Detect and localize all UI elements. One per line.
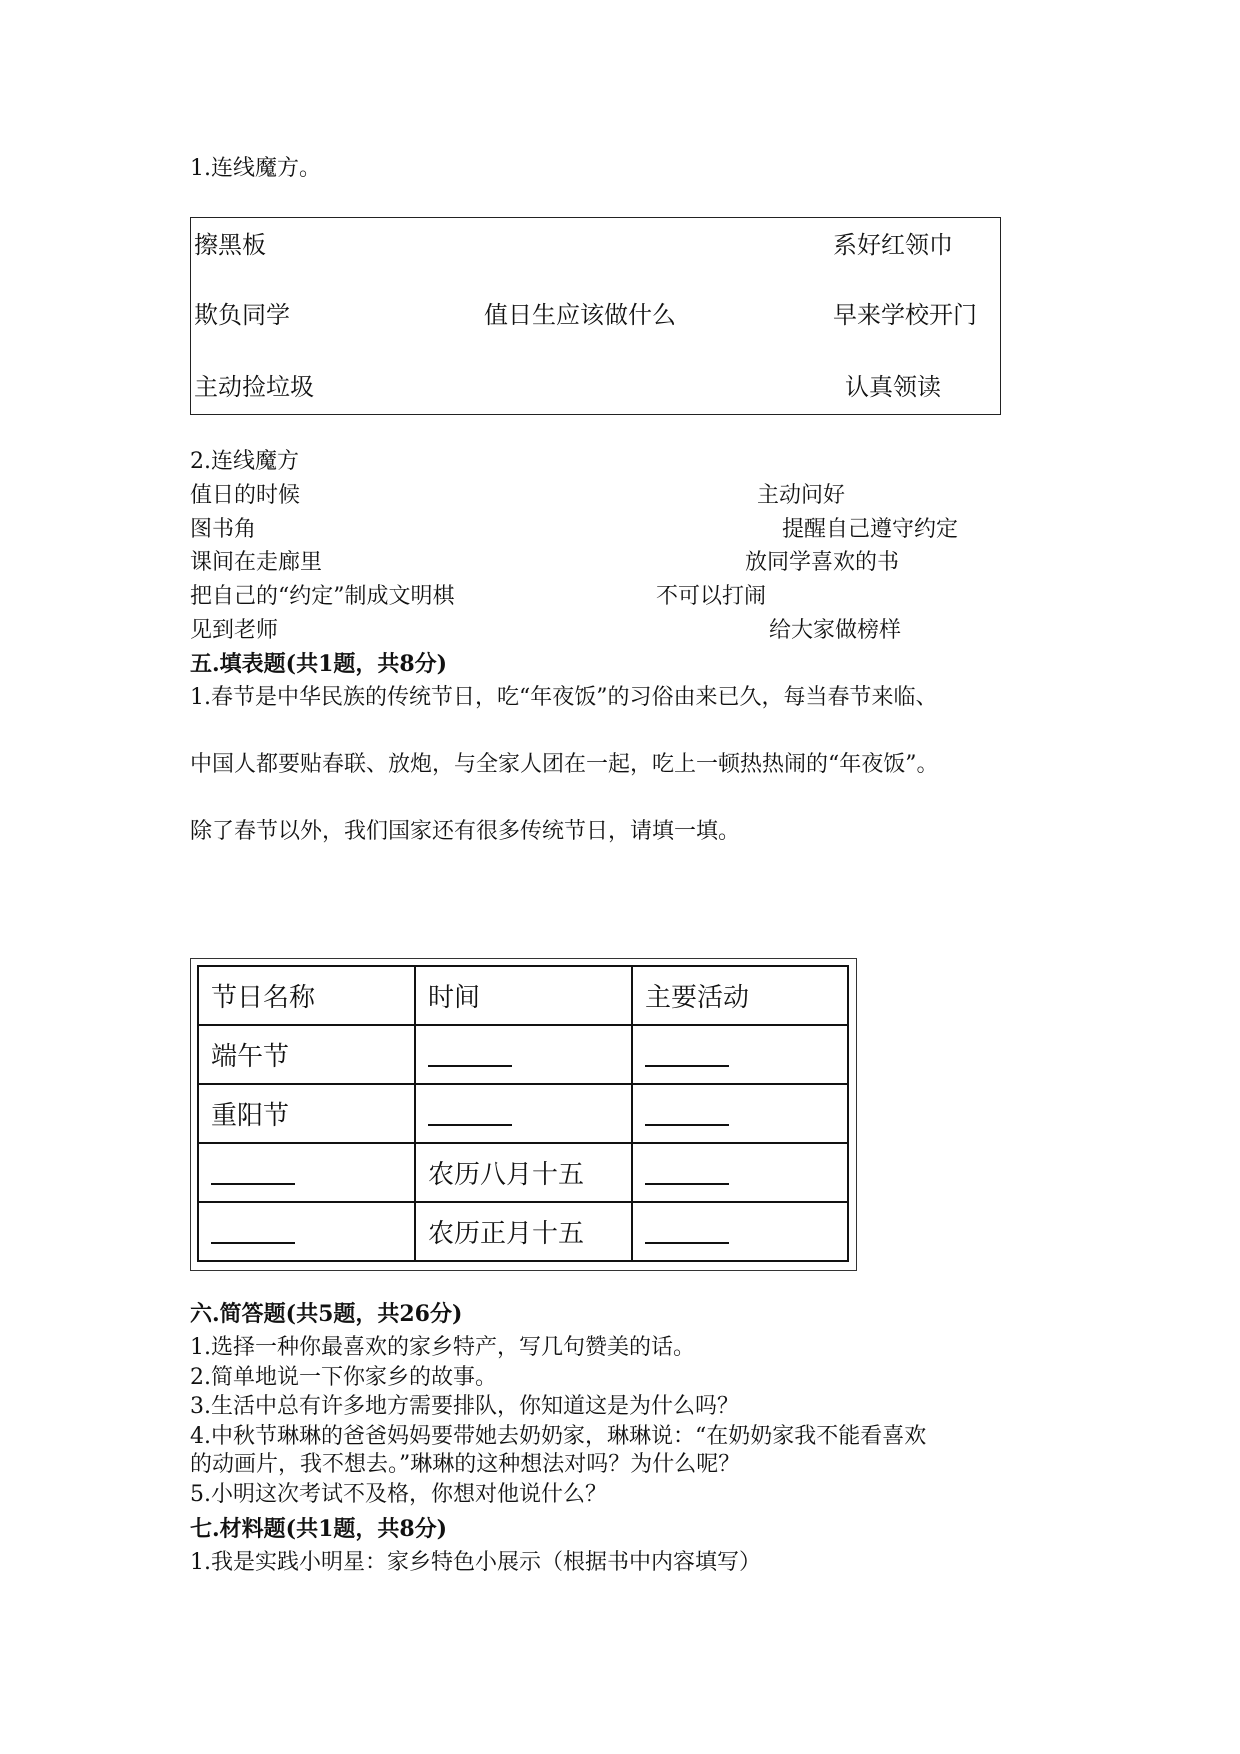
table-row <box>198 1143 848 1202</box>
question-line: 3.生活中总有许多地方需要排队，你知道这是为什么吗？ <box>190 1394 739 1419</box>
match-right-item: 不可以打闹 <box>656 584 767 609</box>
fill-blank[interactable] <box>645 1051 729 1067</box>
table-cell[interactable] <box>198 1143 415 1202</box>
festival-date: 农历八月十五 <box>428 1160 585 1190</box>
table-row <box>198 1202 848 1261</box>
paragraph-line: 除了春节以外，我们国家还有很多传统节日，请填一填。 <box>190 819 741 844</box>
match-right-item: 早来学校开门 <box>833 301 977 329</box>
festival-table-frame <box>190 958 857 1271</box>
question-line: 5.小明这次考试不及格，你想对他说什么？ <box>190 1482 607 1507</box>
table-cell[interactable] <box>198 1202 415 1261</box>
table-header-cell: 节日名称 <box>198 966 415 1025</box>
question-line: 1.选择一种你最喜欢的家乡特产，写几句赞美的话。 <box>190 1335 695 1360</box>
table-header-cell: 主要活动 <box>632 966 848 1025</box>
fill-blank[interactable] <box>645 1228 729 1244</box>
table-cell[interactable] <box>415 1025 632 1084</box>
table-cell[interactable] <box>632 1084 848 1143</box>
match-left-item: 图书角 <box>190 517 257 542</box>
match-right-item: 主动问好 <box>757 483 846 508</box>
paragraph-line: 1.春节是中华民族的传统节日，吃“年夜饭”的习俗由来已久，每当春节来临、 <box>190 685 938 710</box>
table-cell[interactable] <box>415 1084 632 1143</box>
question-title: 1.连线魔方。 <box>190 156 321 181</box>
fill-blank[interactable] <box>645 1110 729 1126</box>
section-heading: 七.材料题(共1题，共8分) <box>190 1516 448 1542</box>
table-row <box>198 1084 848 1143</box>
paragraph-line: 中国人都要贴春联、放炮，与全家人团在一起，吃上一顿热热闹的“年夜饭”。 <box>190 752 939 777</box>
festival-date: 农历正月十五 <box>428 1219 585 1249</box>
match-right-item: 认真领读 <box>845 373 941 401</box>
table-header-cell: 时间 <box>415 966 632 1025</box>
table-cell <box>198 1025 415 1084</box>
fill-blank[interactable] <box>211 1169 295 1185</box>
matching-box <box>190 217 1001 415</box>
fill-blank[interactable] <box>211 1228 295 1244</box>
match-left-item: 课间在走廊里 <box>190 550 323 575</box>
fill-blank[interactable] <box>428 1051 512 1067</box>
question-line: 的动画片，我不想去。”琳琳的这种想法对吗？为什么呢？ <box>190 1452 741 1477</box>
match-center-item: 值日生应该做什么 <box>484 301 676 329</box>
festival-table <box>197 965 849 1262</box>
festival-name: 端午节 <box>211 1042 290 1072</box>
table-header-row <box>198 966 848 1025</box>
question-line: 1.我是实践小明星：家乡特色小展示（根据书中内容填写） <box>190 1550 761 1575</box>
table-cell <box>415 1143 632 1202</box>
festival-name: 重阳节 <box>211 1101 290 1131</box>
match-right-item: 放同学喜欢的书 <box>745 550 900 575</box>
table-cell <box>198 1084 415 1143</box>
match-left-item: 擦黑板 <box>194 231 266 259</box>
section-heading: 六.简答题(共5题，共26分) <box>190 1301 463 1327</box>
fill-blank[interactable] <box>645 1169 729 1185</box>
match-left-item: 见到老师 <box>190 618 279 643</box>
section-heading: 五.填表题(共1题，共8分) <box>190 651 448 677</box>
table-cell[interactable] <box>632 1143 848 1202</box>
match-left-item: 欺负同学 <box>194 301 290 329</box>
match-left-item: 把自己的“约定”制成文明棋 <box>190 584 455 609</box>
table-cell <box>415 1202 632 1261</box>
match-right-item: 系好红领巾 <box>833 231 953 259</box>
table-row <box>198 1025 848 1084</box>
fill-blank[interactable] <box>428 1110 512 1126</box>
question-line: 2.简单地说一下你家乡的故事。 <box>190 1365 497 1390</box>
question-line: 4.中秋节琳琳的爸爸妈妈要带她去奶奶家，琳琳说：“在奶奶家我不能看喜欢 <box>190 1424 927 1449</box>
match-left-item: 值日的时候 <box>190 483 301 508</box>
question-title: 2.连线魔方 <box>190 449 299 474</box>
table-cell[interactable] <box>632 1202 848 1261</box>
match-right-item: 提醒自己遵守约定 <box>782 517 959 542</box>
match-left-item: 主动捡垃圾 <box>194 373 314 401</box>
match-right-item: 给大家做榜样 <box>769 618 902 643</box>
table-cell[interactable] <box>632 1025 848 1084</box>
